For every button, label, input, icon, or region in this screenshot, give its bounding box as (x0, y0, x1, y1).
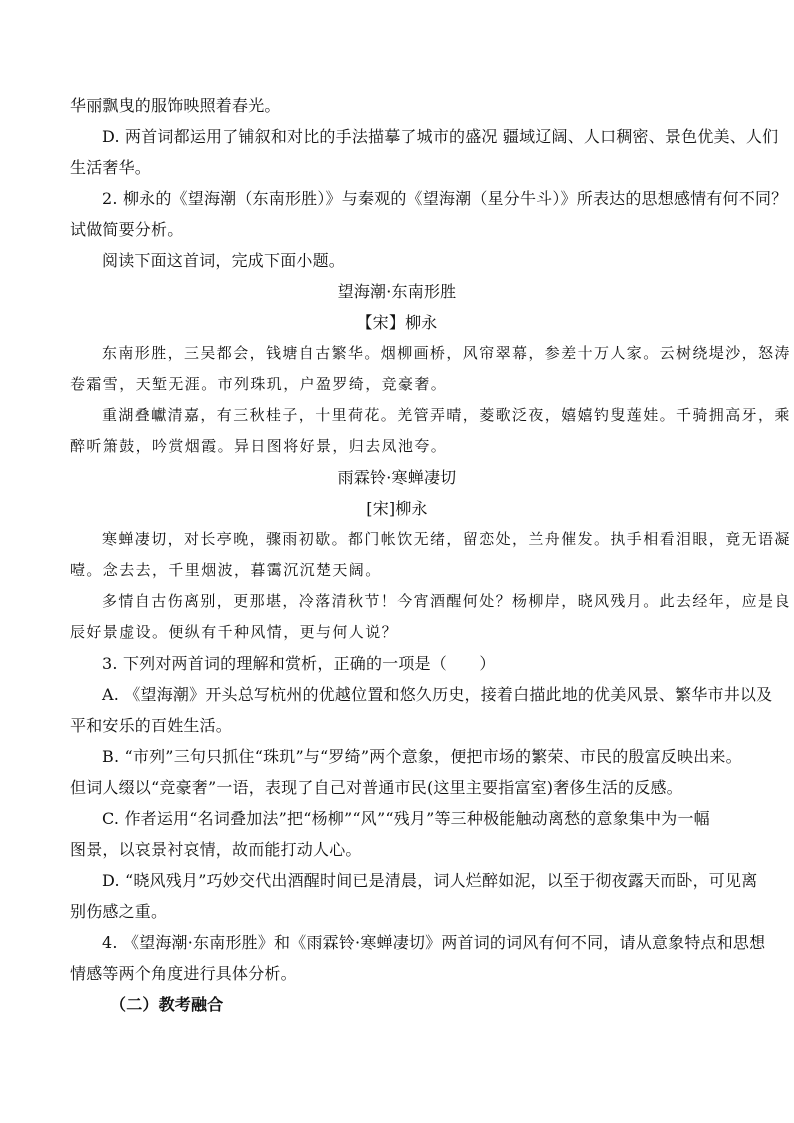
text-line: 华丽飘曳的服饰映照着春光。 (70, 96, 281, 115)
option-d-text-cont: 生活奢华。 (70, 158, 152, 177)
poem-2-line: 噎。念去去，千里烟波，暮霭沉沉楚天阔。 (70, 561, 382, 579)
section-heading: （二）教考融合 (110, 995, 224, 1014)
poem-1-line: 卷霜雪，天堑无涯。市列珠玑，户盈罗绮，竞豪奢。 (70, 375, 448, 393)
poem-2-line: 辰好景虚设。便纵有千种风情，更与何人说？ (70, 623, 399, 641)
option-d-cont: 别伤感之重。 (70, 902, 168, 921)
option-c: C. 作者运用“名词叠加法”把“杨柳”“风”“残月”等三种极能触动离愁的意象集中为一幅 (102, 809, 710, 828)
option-b: B. “市列”三句只抓住“珠玑”与“罗绮”两个意象，便把市场的繁荣、市民的殷富反映出来。 (102, 747, 742, 766)
question-3: 3. 下列对两首词的理解和赏析，正确的一项是（ ） (102, 654, 496, 673)
question-4: 4. 《望海潮·东南形胜》和《雨霖铃·寒蝉凄切》两首词的词风有何不同，请从意象特点和思想 (102, 933, 766, 952)
option-d-text: D. 两首词都运用了铺叙和对比的手法描摹了城市的盛况 疆域辽阔、人口稠密、景色优美、人们 (102, 127, 779, 146)
option-d: D. “晓风残月”巧妙交代出酒醒时间已是清晨，词人烂醉如泥，以至于彻夜露天而卧，可见离 (102, 871, 758, 890)
option-a: A. 《望海潮》开头总写杭州的优越位置和悠久历史，接着白描此地的优美风景、繁华市井以及 (102, 685, 773, 704)
poem-2-line: 多情自古伤离别，更那堪，冷落清秋节！今宵酒醒何处？杨柳岸，晓风残月。此去经年，应是良 (102, 592, 791, 610)
option-b-cont: 但词人缀以“竞豪奢”一语，表现了自己对普通市民(这里主要指富室)奢侈生活的反感。 (70, 778, 683, 797)
poem-2-author: [宋]柳永 (366, 499, 428, 518)
poem-1-title: 望海潮·东南形胜 (337, 282, 457, 301)
option-a-cont: 平和安乐的百姓生活。 (70, 716, 233, 735)
poem-2-line: 寒蝉凄切，对长亭晚，骤雨初歇。都门帐饮无绪，留恋处，兰舟催发。执手相看泪眼，竟无语凝 (102, 530, 791, 548)
poem-2-title: 雨霖铃·寒蝉凄切 (337, 468, 457, 487)
document-page (70, 90, 791, 1020)
option-c-cont: 图景，以哀景衬哀情，故而能打动人心。 (70, 840, 362, 859)
question-4-cont: 情感等两个角度进行具体分析。 (70, 964, 297, 983)
poem-1-line: 重湖叠巘清嘉，有三秋桂子，十里荷花。羌管弄晴，菱歌泛夜，嬉嬉钓叟莲娃。千骑拥高牙，乘 (102, 406, 791, 424)
poem-1-author: 【宋】柳永 (356, 313, 438, 332)
poem-1-line: 东南形胜，三吴都会，钱塘自古繁华。烟柳画桥，风帘翠幕，参差十万人家。云树绕堤沙，怒涛 (102, 344, 791, 362)
question-2: 2. 柳永的《望海潮（东南形胜）》与秦观的《望海潮（星分牛斗）》所表达的思想感情有何不同？ (102, 189, 788, 208)
reading-instruction: 阅读下面这首词，完成下面小题。 (102, 251, 346, 270)
question-2-cont: 试做简要分析。 (70, 220, 184, 239)
poem-1-line: 醉听箫鼓，吟赏烟霞。异日图将好景，归去凤池夸。 (70, 437, 448, 455)
